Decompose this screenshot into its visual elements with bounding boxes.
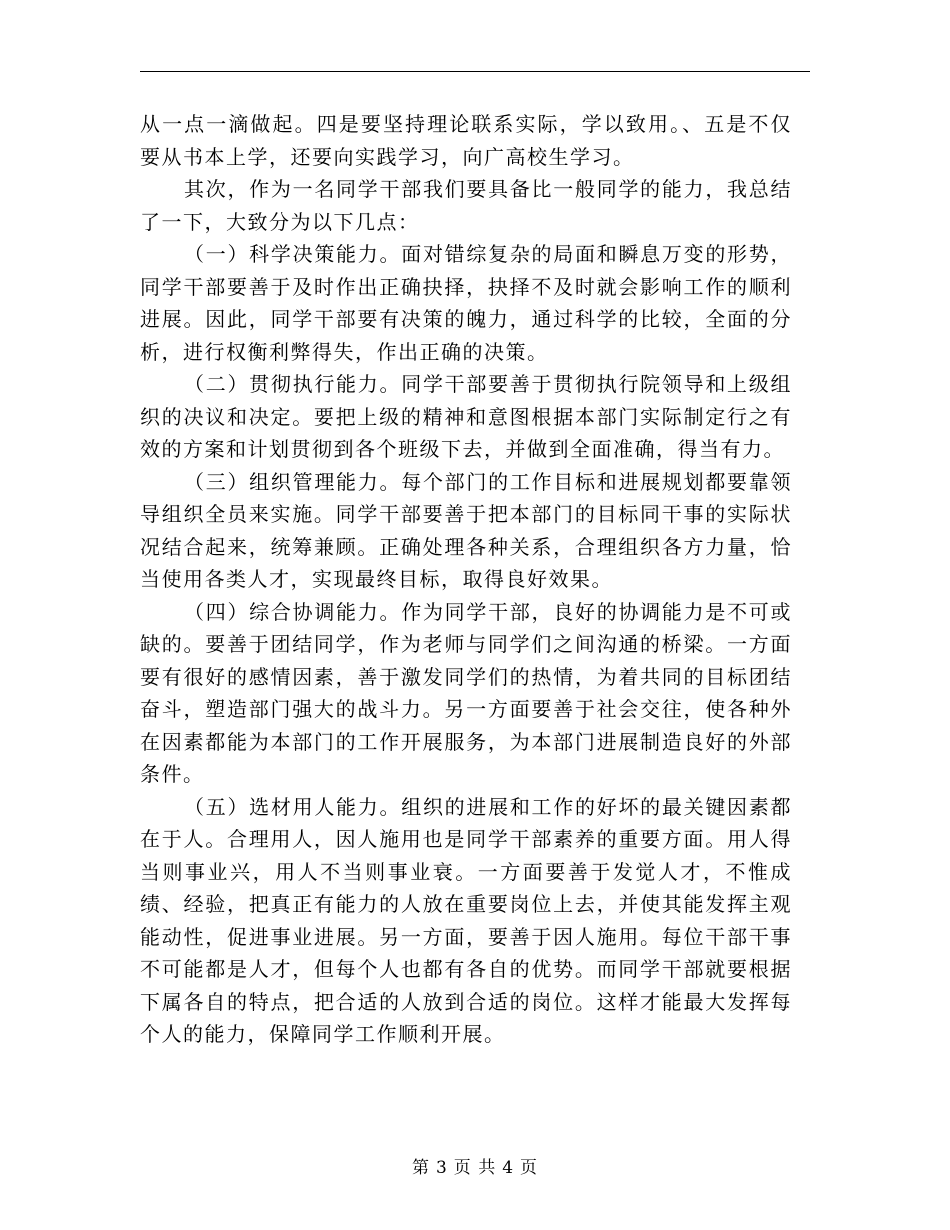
header-rule bbox=[140, 71, 810, 72]
footer-total-pages: 4 bbox=[502, 1158, 515, 1178]
paragraph-4: （二）贯彻执行能力。同学干部要善于贯彻执行院领导和上级组织的决议和决定。要把上级的精神和意图根据本部门实际制定行之有效的方案和计划贯彻到各个班级下去，并做到全面准确，得当有力。 bbox=[140, 372, 792, 461]
footer-page-number: 3 bbox=[435, 1158, 448, 1178]
paragraph-2: 其次，作为一名同学干部我们要具备比一般同学的能力，我总结了一下，大致分为以下几点： bbox=[140, 177, 792, 234]
paragraph-5: （三）组织管理能力。每个部门的工作目标和进展规划都要靠领导组织全员来实施。同学干部要善于把本部门的目标同干事的实际状况结合起来，统筹兼顾。正确处理各种关系，合理组织各方力量，恰当使用各类人才，实现最终目标，取得良好效果。 bbox=[140, 469, 792, 591]
paragraph-7: （五）选材用人能力。组织的进展和工作的好坏的最关键因素都在于人。合理用人，因人施用也是同学干部素养的重要方面。用人得当则事业兴，用人不当则事业衰。一方面要善于发觉人才，不惟成绩、经验，把真正有能力的人放在重要岗位上去，并使其能发挥主观能动性，促进事业进展。另一方面，要善于因人施用。每位干部干事不可能都是人才，但每个人也都有各自的优势。而同学干部就要根据下属各自的特点，把合适的人放到合适的岗位。这样才能最大发挥每个人的能力，保障同学工作顺利开展。 bbox=[140, 794, 792, 1046]
paragraph-3: （一）科学决策能力。面对错综复杂的局面和瞬息万变的形势，同学干部要善于及时作出正确抉择，抉择不及时就会影响工作的顺利进展。因此，同学干部要有决策的魄力，通过科学的比较，全面的分析，进行权衡利弊得失，作出正确的决策。 bbox=[140, 242, 792, 364]
document-body bbox=[140, 108, 792, 1051]
paragraph-1: 从一点一滴做起。四是要坚持理论联系实际，学以致用。、五是不仅要从书本上学，还要向实践学习，向广高校生学习。 bbox=[140, 112, 792, 169]
footer-prefix: 第 bbox=[411, 1158, 430, 1178]
page-footer bbox=[0, 1153, 950, 1178]
footer-middle: 页 共 bbox=[453, 1158, 497, 1178]
footer-suffix: 页 bbox=[520, 1158, 539, 1178]
paragraph-6: （四）综合协调能力。作为同学干部，良好的协调能力是不可或缺的。要善于团结同学，作为老师与同学们之间沟通的桥梁。一方面要有很好的感情因素，善于激发同学们的热情，为着共同的目标团结奋斗，塑造部门强大的战斗力。另一方面要善于社会交往，使各种外在因素都能为本部门的工作开展服务，为本部门进展制造良好的外部条件。 bbox=[140, 599, 792, 786]
